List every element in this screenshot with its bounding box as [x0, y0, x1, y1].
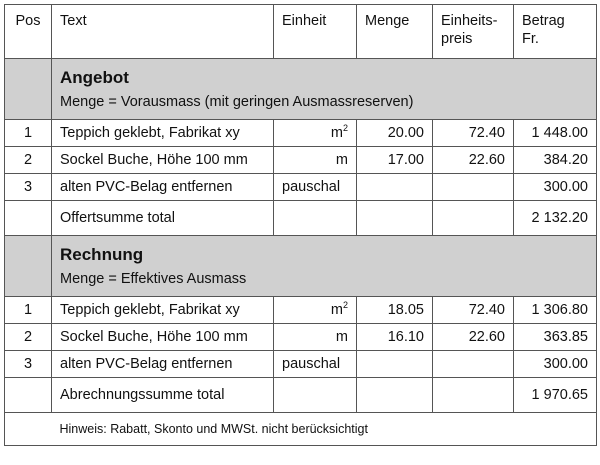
row-price: 22.60 [433, 324, 514, 351]
offer-total-label: Offertsumme total [52, 201, 274, 236]
row-unit-base: m [330, 302, 343, 318]
row-amount: 300.00 [514, 174, 597, 201]
header-unit-price [433, 5, 514, 59]
row-qty: 16.10 [357, 324, 433, 351]
row-pos: 1 [5, 297, 52, 324]
row-unit [274, 324, 357, 351]
row-pos: 3 [5, 351, 52, 378]
row-text: Teppich geklebt, Fabrikat xy [52, 297, 274, 324]
header-amount-line1: Betrag [522, 13, 565, 29]
offer-section-header [5, 59, 597, 120]
offer-total-price [433, 201, 514, 236]
invoice-total-row [5, 378, 597, 413]
table-row [5, 147, 597, 174]
offer-total-amount: 2 132.20 [514, 201, 597, 236]
row-unit-base: m [335, 329, 348, 345]
invoice-total-amount: 1 970.65 [514, 378, 597, 413]
header-unit: Einheit [274, 5, 357, 59]
row-unit-base: pauschal [282, 179, 341, 195]
table-header [5, 5, 597, 59]
row-unit-base: m [335, 152, 348, 168]
row-pos: 2 [5, 147, 52, 174]
offer-section-subtitle: Menge = Vorausmass (mit geringen Ausmassreserven) [60, 94, 414, 110]
row-unit-base: pauschal [282, 356, 341, 372]
invoice-total-label: Abrechnungssumme total [52, 378, 274, 413]
table-row [5, 120, 597, 147]
invoice-total-price [433, 378, 514, 413]
row-qty [357, 351, 433, 378]
row-price: 72.40 [433, 297, 514, 324]
row-unit-sup: 2 [342, 300, 348, 311]
row-amount: 384.20 [514, 147, 597, 174]
row-text: alten PVC-Belag entfernen [52, 174, 274, 201]
header-unit-price-line2: preis [441, 31, 473, 47]
quote-invoice-table [4, 4, 597, 446]
row-qty: 17.00 [357, 147, 433, 174]
row-text: Sockel Buche, Höhe 100 mm [52, 324, 274, 351]
row-amount: 300.00 [514, 351, 597, 378]
row-price [433, 174, 514, 201]
row-amount: 1 448.00 [514, 120, 597, 147]
row-unit [274, 351, 357, 378]
invoice-section-subtitle: Menge = Effektives Ausmass [60, 271, 247, 287]
row-amount: 1 306.80 [514, 297, 597, 324]
offer-total-pos [5, 201, 52, 236]
row-pos: 1 [5, 120, 52, 147]
invoice-total-unit [274, 378, 357, 413]
row-unit [274, 297, 357, 324]
row-amount: 363.85 [514, 324, 597, 351]
invoice-section-cell [52, 236, 597, 297]
row-price: 22.60 [433, 147, 514, 174]
offer-total-unit [274, 201, 357, 236]
offer-section-cell [52, 59, 597, 120]
row-unit [274, 174, 357, 201]
row-unit [274, 147, 357, 174]
row-qty: 18.05 [357, 297, 433, 324]
invoice-section-spacer [5, 236, 52, 297]
note-text: Hinweis: Rabatt, Skonto und MWSt. nicht berücksichtigt [52, 413, 597, 446]
offer-total-qty [357, 201, 433, 236]
header-qty: Menge [357, 5, 433, 59]
table-row [5, 351, 597, 378]
row-price [433, 351, 514, 378]
offer-total-row [5, 201, 597, 236]
row-text: Sockel Buche, Höhe 100 mm [52, 147, 274, 174]
row-qty [357, 174, 433, 201]
invoice-section-title: Rechnung [60, 245, 144, 264]
table-row [5, 174, 597, 201]
row-pos: 3 [5, 174, 52, 201]
row-unit-base: m [330, 125, 343, 141]
row-text: alten PVC-Belag entfernen [52, 351, 274, 378]
row-qty: 20.00 [357, 120, 433, 147]
row-text: Teppich geklebt, Fabrikat xy [52, 120, 274, 147]
invoice-section-header [5, 236, 597, 297]
row-price: 72.40 [433, 120, 514, 147]
header-amount-line2: Fr. [522, 31, 539, 47]
header-text: Text [52, 5, 274, 59]
invoice-total-qty [357, 378, 433, 413]
header-unit-price-line1: Einheits- [441, 13, 498, 29]
offer-section-title: Angebot [60, 68, 129, 87]
header-pos: Pos [5, 5, 52, 59]
note-spacer [5, 413, 52, 446]
note-row [5, 413, 597, 446]
row-pos: 2 [5, 324, 52, 351]
table-row [5, 297, 597, 324]
header-amount [514, 5, 597, 59]
quote-invoice-table-wrapper [4, 4, 597, 446]
row-unit-sup: 2 [342, 123, 348, 134]
row-unit [274, 120, 357, 147]
offer-section-spacer [5, 59, 52, 120]
table-row [5, 324, 597, 351]
invoice-total-pos [5, 378, 52, 413]
